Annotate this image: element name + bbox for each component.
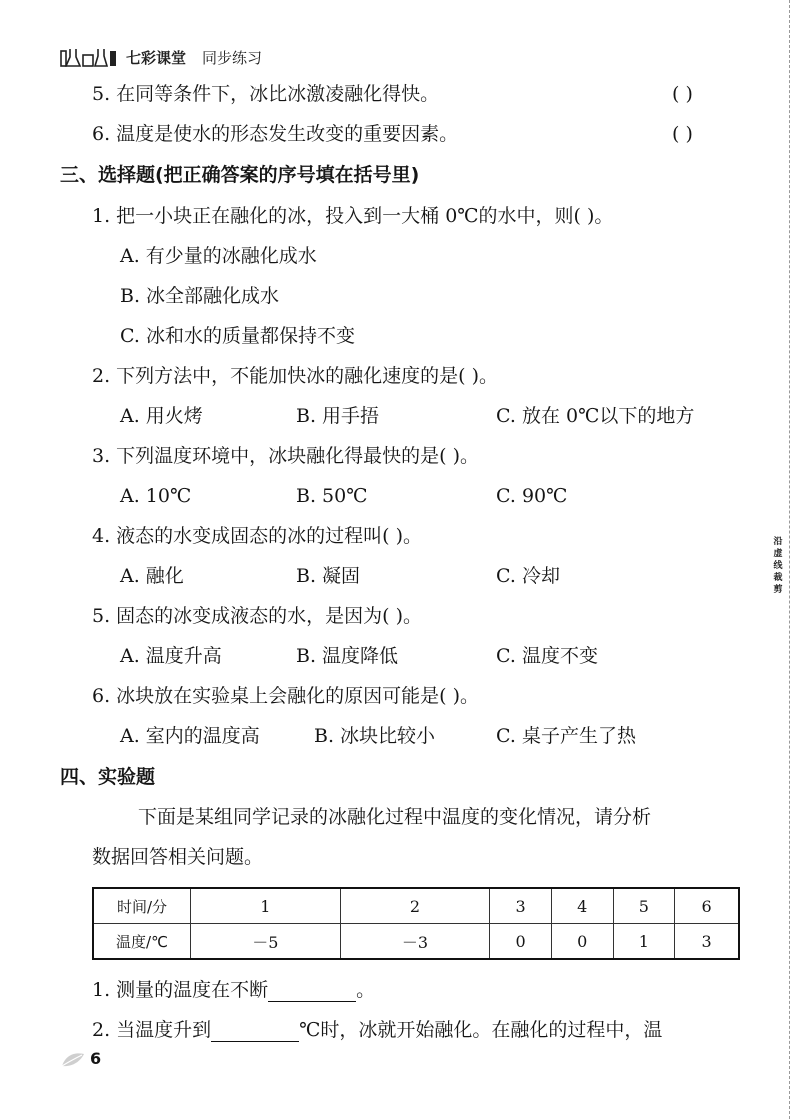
q2-option-c[interactable]: C. 放在 0℃以下的地方 bbox=[496, 405, 695, 427]
choice-question-3: 3. 下列温度环境中，冰块融化得最快的是( )。 bbox=[92, 445, 480, 467]
eq2-text: 2. 当温度升到 bbox=[92, 1019, 212, 1041]
q3-option-a[interactable]: A. 10℃ bbox=[120, 485, 192, 507]
q4-option-c[interactable]: C. 冷却 bbox=[496, 565, 560, 587]
experiment-question-2 bbox=[92, 1018, 662, 1042]
page-footer bbox=[60, 1049, 101, 1068]
header-subtitle: 同步练习 bbox=[202, 48, 263, 67]
cut-line-label: 沿虚线裁剪 bbox=[773, 537, 783, 595]
table-cell: 1 bbox=[613, 924, 675, 960]
page-number: 6 bbox=[90, 1049, 102, 1068]
q3-option-b[interactable]: B. 50℃ bbox=[296, 485, 368, 507]
q4-option-b[interactable]: B. 凝固 bbox=[296, 565, 361, 587]
q2-option-b[interactable]: B. 用手捂 bbox=[296, 405, 380, 427]
temperature-data-table bbox=[92, 887, 740, 960]
table-row-time bbox=[93, 888, 739, 924]
answer-paren-5[interactable]: ( ) bbox=[672, 83, 693, 105]
brand-title: 七彩课堂 bbox=[126, 48, 187, 67]
choice-question-4: 4. 液态的水变成固态的冰的过程叫( )。 bbox=[92, 525, 423, 547]
table-cell: 5 bbox=[613, 888, 675, 924]
q6-option-c[interactable]: C. 桌子产生了热 bbox=[496, 725, 636, 747]
table-cell: 4 bbox=[551, 888, 613, 924]
table-row-temperature bbox=[93, 924, 739, 960]
table-cell: 6 bbox=[675, 888, 739, 924]
table-header-temperature: 温度/℃ bbox=[93, 924, 191, 960]
q3-option-c[interactable]: C. 90℃ bbox=[496, 485, 568, 507]
judge-item-5: 5. 在同等条件下，冰比冰激凌融化得快。 bbox=[92, 83, 440, 105]
table-cell: 1 bbox=[191, 888, 341, 924]
table-header-time: 时间/分 bbox=[93, 888, 191, 924]
q5-option-a[interactable]: A. 温度升高 bbox=[120, 645, 222, 667]
choice-question-6: 6. 冰块放在实验桌上会融化的原因可能是( )。 bbox=[92, 685, 480, 707]
q1-option-a[interactable]: A. 有少量的冰融化成水 bbox=[120, 245, 317, 267]
q1-option-b[interactable]: B. 冰全部融化成水 bbox=[120, 285, 280, 307]
eq1-text: 1. 测量的温度在不断 bbox=[92, 979, 269, 1001]
page-header bbox=[60, 46, 262, 68]
table-cell: 0 bbox=[490, 924, 552, 960]
choice-question-2: 2. 下列方法中，不能加快冰的融化速度的是( )。 bbox=[92, 365, 499, 387]
table-cell: 3 bbox=[490, 888, 552, 924]
q6-option-b[interactable]: B. 冰块比较小 bbox=[314, 725, 436, 747]
table-cell: 0 bbox=[551, 924, 613, 960]
q6-option-a[interactable]: A. 室内的温度高 bbox=[120, 725, 260, 747]
fill-blank-1[interactable] bbox=[268, 981, 356, 1002]
experiment-intro-line2: 数据回答相关问题。 bbox=[92, 846, 264, 868]
section-four-title: 四、实验题 bbox=[60, 766, 156, 788]
leaf-decoration-icon bbox=[60, 1050, 86, 1068]
choice-question-1: 1. 把一小块正在融化的冰，投入到一大桶 0℃的水中，则( )。 bbox=[92, 205, 614, 227]
eq1-end: 。 bbox=[356, 979, 376, 1001]
q2-option-a[interactable]: A. 用火烤 bbox=[120, 405, 203, 427]
choice-question-5: 5. 固态的冰变成液态的水，是因为( )。 bbox=[92, 605, 423, 627]
q5-option-c[interactable]: C. 温度不变 bbox=[496, 645, 598, 667]
table-cell: －3 bbox=[340, 924, 490, 960]
q4-option-a[interactable]: A. 融化 bbox=[120, 565, 184, 587]
q1-option-c[interactable]: C. 冰和水的质量都保持不变 bbox=[120, 325, 355, 347]
answer-paren-6[interactable]: ( ) bbox=[672, 123, 693, 145]
fill-blank-2[interactable] bbox=[211, 1021, 299, 1042]
lab-glassware-icon bbox=[60, 47, 118, 67]
eq2-end: ℃时，冰就开始融化。在融化的过程中，温 bbox=[299, 1019, 663, 1041]
judge-item-6: 6. 温度是使水的形态发生改变的重要因素。 bbox=[92, 123, 459, 145]
cut-dashed-line bbox=[789, 0, 790, 1119]
q5-option-b[interactable]: B. 温度降低 bbox=[296, 645, 399, 667]
experiment-question-1 bbox=[92, 978, 375, 1002]
section-three-title: 三、选择题(把正确答案的序号填在括号里) bbox=[60, 164, 420, 186]
table-cell: 3 bbox=[675, 924, 739, 960]
experiment-intro-line1: 下面是某组同学记录的冰融化过程中温度的变化情况，请分析 bbox=[138, 806, 652, 828]
table-cell: 2 bbox=[340, 888, 490, 924]
table-cell: －5 bbox=[191, 924, 341, 960]
